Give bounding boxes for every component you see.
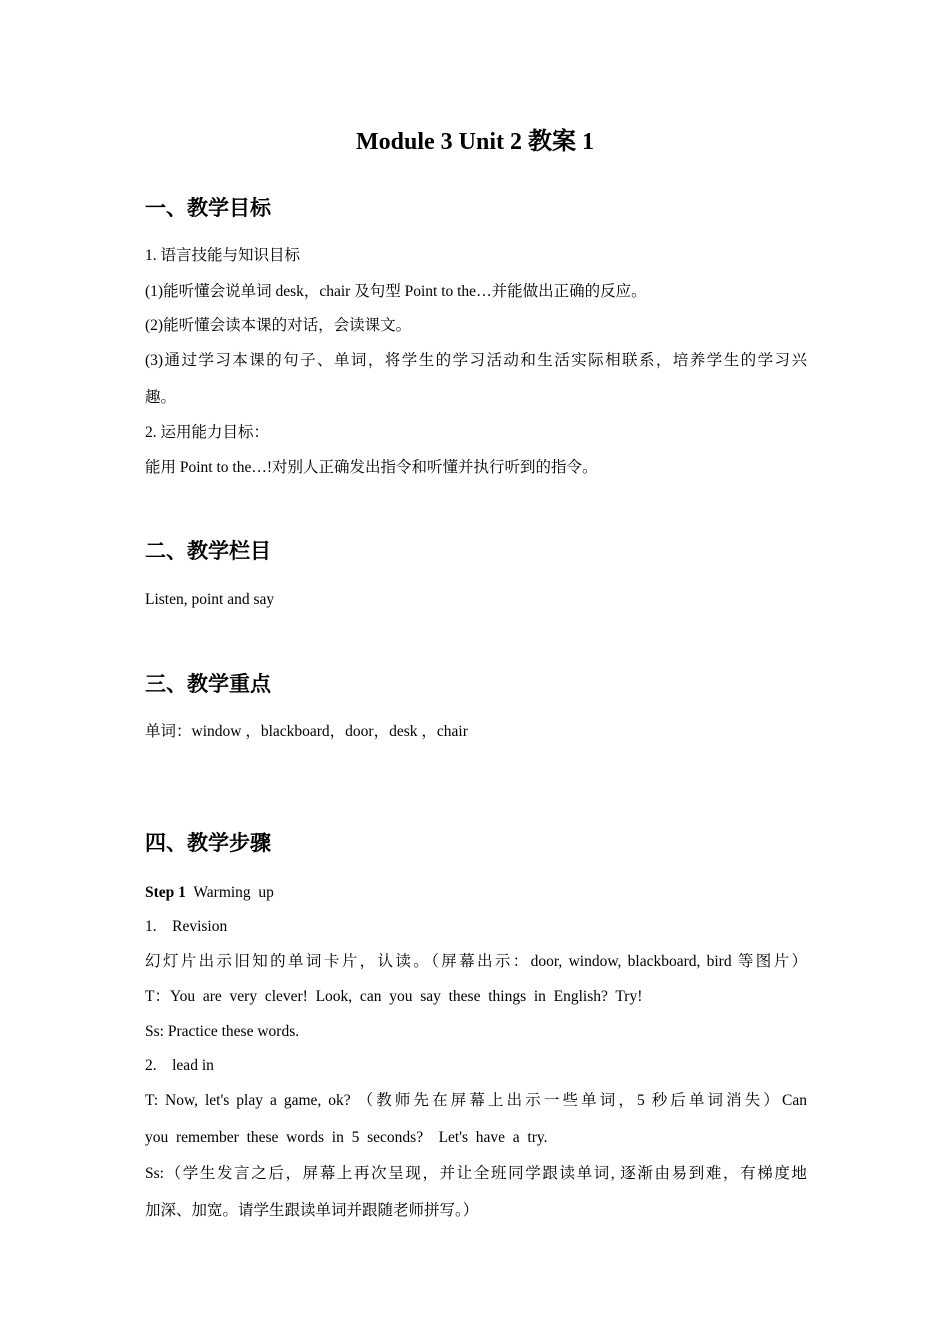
steps-line-leadin: 2. lead in <box>145 1057 214 1074</box>
section-heading-goals: 一、教学目标 <box>145 196 271 220</box>
step1-heading <box>145 882 807 904</box>
section-heading-focus: 三、教学重点 <box>145 672 271 696</box>
steps-line-teacher2b: you remember these words in 5 seconds? Let's have a try. <box>145 1129 548 1146</box>
goals-line3a: (3)通过学习本课的句子、单词，将学生的学习活动和生活实际相联系，培养学生的学习兴 <box>145 352 807 369</box>
column-text: Listen, point and say <box>145 591 275 608</box>
document-title: Module 3 Unit 2 教案 1 <box>355 129 594 155</box>
steps-line-students1: Ss: Practice these words. <box>145 1023 300 1040</box>
section-heading-steps: 四、教学步骤 <box>145 831 271 855</box>
steps-line-students2a: Ss:（学生发言之后，屏幕上再次呈现，并让全班同学跟读单词, 逐渐由易到难，有梯度地 <box>145 1165 807 1182</box>
goals-line1: (1)能听懂会说单词 desk，chair 及句型 Point to the…并能做出正确的反应。 <box>145 283 647 300</box>
step1-label: Step 1 <box>145 884 186 901</box>
goals-item2-label: 2. 运用能力目标： <box>145 424 270 441</box>
steps-line-students2b: 加深、加宽。请学生跟读单词并跟随老师拼写。） <box>145 1202 479 1219</box>
goals-line2: (2)能听懂会读本课的对话，会读课文。 <box>145 317 412 334</box>
goals-line4: 能用 Point to the…!对别人正确发出指令和听懂并执行听到的指令。 <box>145 459 598 476</box>
section-heading-column: 二、教学栏目 <box>145 539 271 563</box>
steps-line-teacher1: T：You are very clever! Look, can you say these things in English? Try! <box>145 988 643 1005</box>
step1-title: Warming up <box>185 884 274 901</box>
steps-line-teacher2a: T: Now, let's play a game, ok? （教师先在屏幕上出示一些单词，5 秒后单词消失）Can <box>145 1092 807 1109</box>
steps-line-revision: 1. Revision <box>145 918 228 935</box>
goals-item1-label: 1. 语言技能与知识目标 <box>145 247 301 264</box>
goals-line3b: 趣。 <box>145 389 177 406</box>
steps-line-slides: 幻灯片出示旧知的单词卡片，认读。（屏幕出示：door, window, blackboard, bird 等图片） <box>145 953 807 970</box>
focus-text: 单词：window ，blackboard，door，desk ，chair <box>145 723 468 740</box>
